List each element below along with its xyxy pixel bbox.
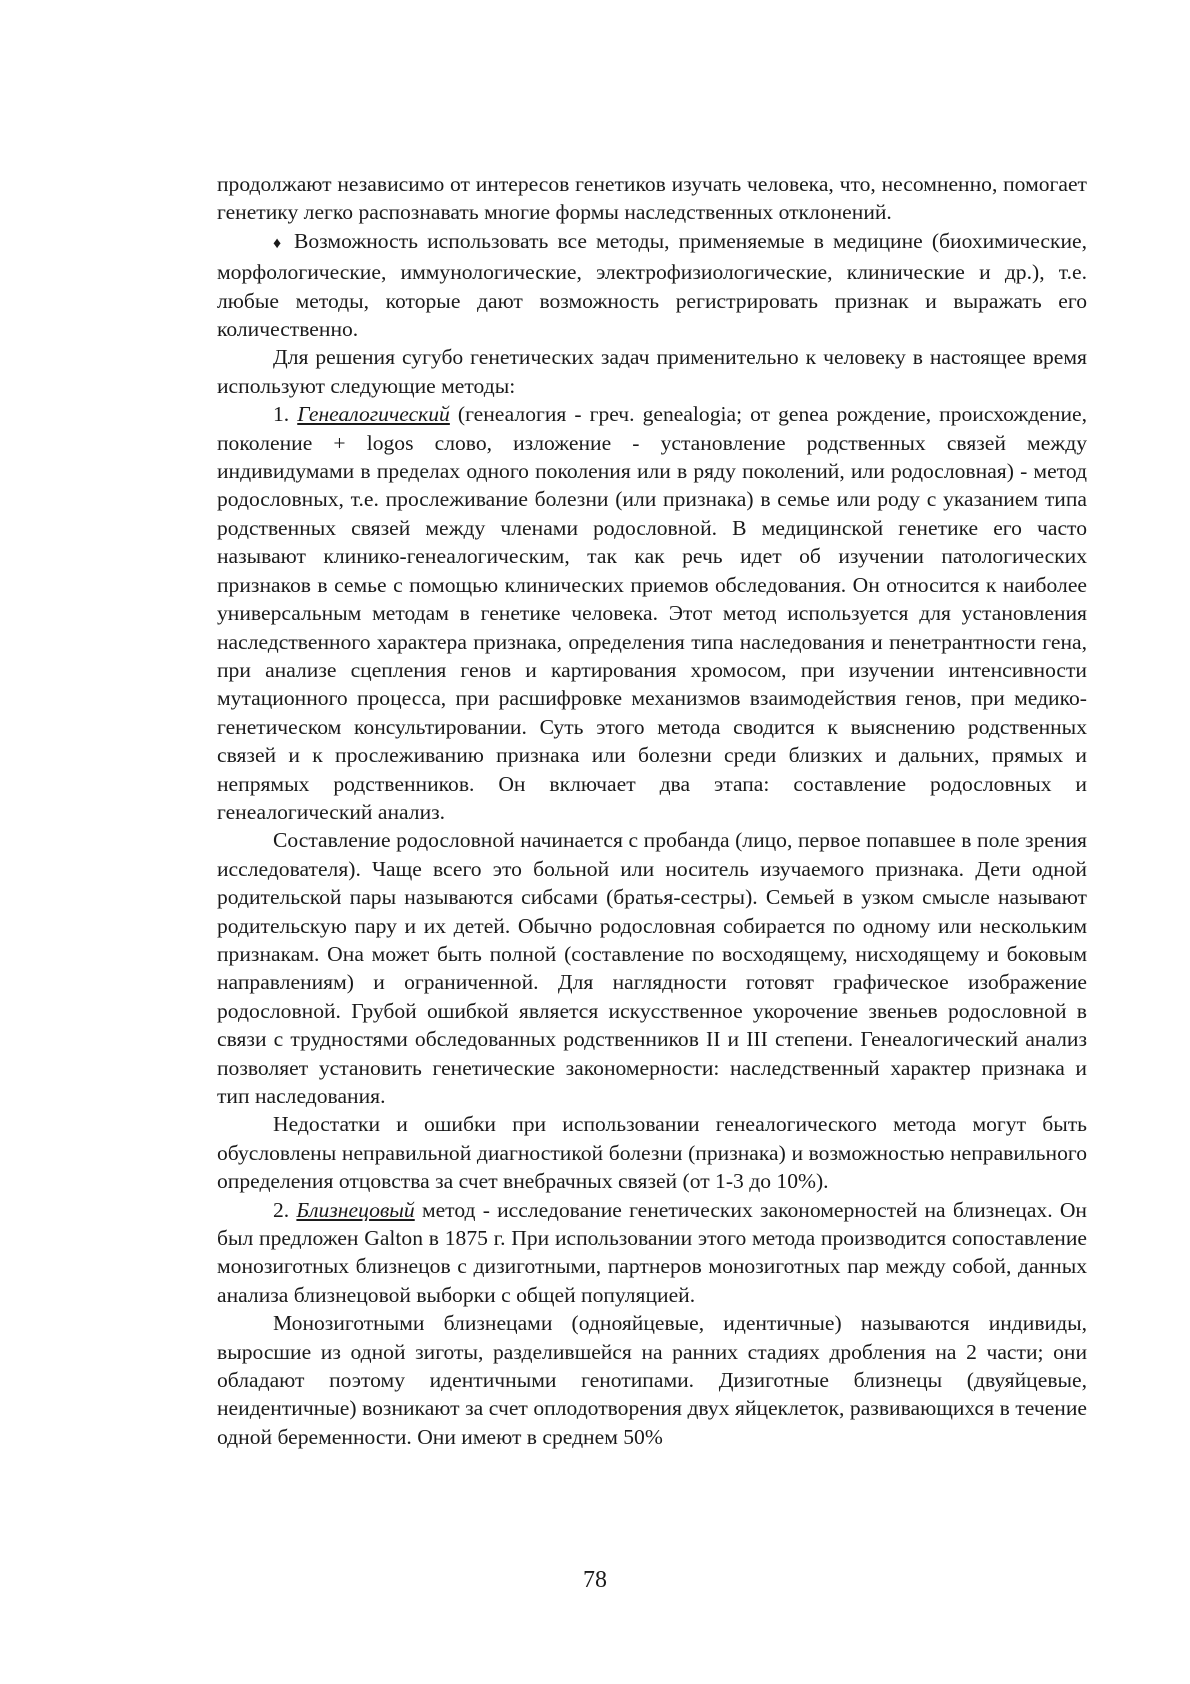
paragraph-continuation: продолжают независимо от интересов генетиков изучать человека, что, несомненно, помогает генетику легко распознавать многие формы наследственных отклонений.: [217, 172, 1087, 225]
page-number: 78: [583, 1567, 607, 1593]
diamond-bullet-icon: ♦: [273, 234, 285, 252]
paragraph-drawbacks: Недостатки и ошибки при использовании генеалогического метода могут быть обусловлены неправильной диагностикой болезни (признака) и возможностью неправильного определения отцовства за счет внебрачных связей (от 1-3 до 10%).: [217, 1112, 1087, 1194]
paragraph-twin-method: 2. Близнецовый метод - исследование генетических закономерностей на близнецах. Он был предложен Galton в 1875 г. При использовании этого метода производится сопоставление монозиготных близнецов с дизиготными, партнеров монозиготных пар между собой, данных анализа близнецовой выборки с общей популяцией.: [217, 1197, 1087, 1307]
paragraph-pedigree: Составление родословной начинается с пробанда (лицо, первое попавшее в поле зрения исследователя). Чаще всего это больной или носитель изучаемого признака. Дети одной родительской пары называются сибсами (братья-сестры). Семьей в узком смысле называют родительскую пару и их детей. Обычно родословная собирается по одному или нескольким признакам. Она может быть полной (составление по восходящему, нисходящему и боковым направлениям) и ограниченной. Для наглядности готовят графическое изображение родословной. Грубой ошибкой является искусственное укорочение звеньев родословной в связи с трудностями обследованных родственников II и III степени. Генеалогический анализ позволяет установить генетические закономерности: наследственный характер признака и тип наследования.: [217, 828, 1087, 1108]
paragraph-bullet-methods: ♦ Возможность использовать все методы, применяемые в медицине (биохимические, морфологические, иммунологические, электрофизиологические, клинические и др.), т.е. любые методы, которые дают возможность регистрировать признак и выражать его количественно.: [217, 228, 1088, 342]
paragraph-genealogical-method: 1. Генеалогический (генеалогия - греч. genealogia; от genea рождение, происхождение, поколение + logos слово, изложение - установление родственных связей между индивидумами в пределах одного поколения или в ряду поколений, или родословная) - метод родословных, т.е. прослеживание болезни (или признака) в семье или роду с указанием типа родственных связей между членами родословной. В медицинской генетике его часто называют клинико-генеалогическим, так как речь идет об изучении патологических признаков в семье с помощью клинических приемов обследования. Он относится к наиболее универсальным методам в генетике человека. Этот метод используется для установления наследственного характера признака, определения типа наследования и пенетрантности гена, при анализе сцепления генов и картирования хромосом, при изучении интенсивности мутационного процесса, при расшифровке механизмов взаимодействия генов, при медико-генетическом консультировании. Суть этого метода сводится к выяснению родственных связей и к прослеживанию признака или болезни среди близких и дальних, прямых и непрямых родственников. Он включает два этапа: составление родословных и генеалогический анализ.: [217, 402, 1087, 824]
list-number: 1.: [273, 402, 290, 427]
term-genealogical: Генеалогический: [297, 402, 450, 427]
list-number: 2.: [273, 1197, 290, 1222]
document-body: [217, 170, 1087, 1451]
term-twin: Близнецовый: [296, 1197, 415, 1222]
paragraph-methods-intro: Для решения сугубо генетических задач применительно к человеку в настоящее время используют следующие методы:: [217, 345, 1087, 398]
paragraph-monozygotic: Монозиготными близнецами (однояйцевые, идентичные) называются индивиды, выросшие из одной зиготы, разделившейся на ранних стадиях дробления на 2 части; они обладают поэтому идентичными генотипами. Дизиготные близнецы (двуяйцевые, неидентичные) возникают за счет оплодотворения двух яйцеклеток, развивающихся в течение одной беременности. Они имеют в среднем 50%: [217, 1311, 1087, 1449]
